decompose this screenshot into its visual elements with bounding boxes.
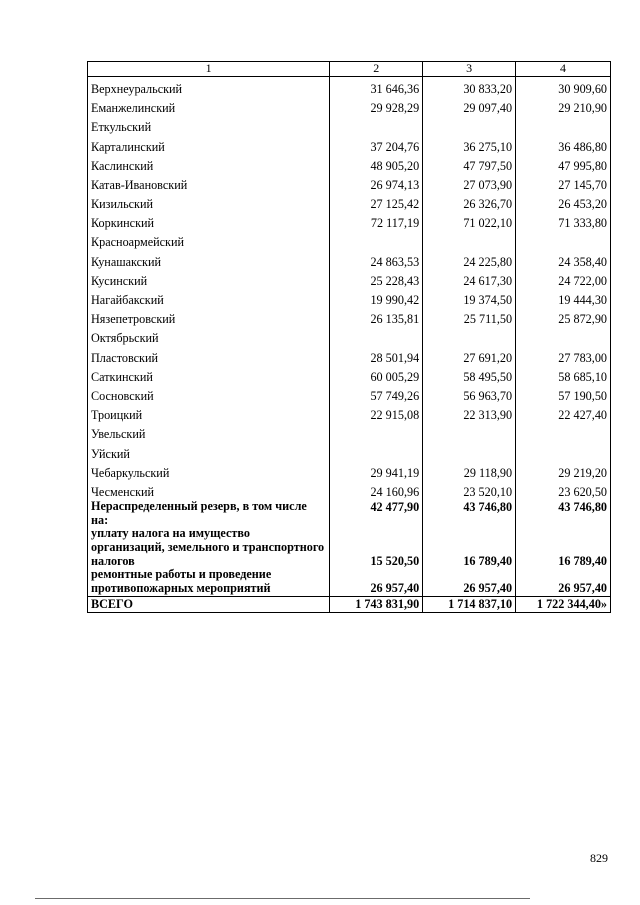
tax-value-3: 16 789,40	[423, 527, 516, 568]
district-name: Октябрьский	[88, 326, 330, 345]
table-body	[88, 76, 611, 612]
column-header-4: 4	[516, 62, 611, 77]
value-col-3: 23 520,10	[423, 480, 516, 499]
district-name: Карталинский	[88, 134, 330, 153]
district-name: Сосновский	[88, 384, 330, 403]
value-col-2: 29 941,19	[330, 461, 423, 480]
value-col-3: 25 711,50	[423, 307, 516, 326]
district-name: Нязепетровский	[88, 307, 330, 326]
district-name: Каслинский	[88, 154, 330, 173]
total-value-2: 1 743 831,90	[330, 596, 423, 612]
value-col-2: 37 204,76	[330, 134, 423, 153]
value-col-4: 23 620,50	[516, 480, 611, 499]
value-col-3: 26 326,70	[423, 192, 516, 211]
total-row	[88, 596, 611, 612]
value-col-2	[330, 441, 423, 460]
reserve-value-2: 42 477,90	[330, 499, 423, 527]
tax-value-4: 16 789,40	[516, 527, 611, 568]
value-col-2: 25 228,43	[330, 269, 423, 288]
value-col-4	[516, 115, 611, 134]
district-name: Красноармейский	[88, 230, 330, 249]
value-col-3	[423, 115, 516, 134]
district-name: Еманжелинский	[88, 96, 330, 115]
value-col-2: 29 928,29	[330, 96, 423, 115]
value-col-3: 58 495,50	[423, 365, 516, 384]
value-col-2: 27 125,42	[330, 192, 423, 211]
table-row	[88, 211, 611, 230]
value-col-4	[516, 326, 611, 345]
value-col-3	[423, 441, 516, 460]
value-col-4: 26 453,20	[516, 192, 611, 211]
column-header-2: 2	[330, 62, 423, 77]
value-col-3: 22 313,90	[423, 403, 516, 422]
value-col-3: 56 963,70	[423, 384, 516, 403]
district-name: Чесменский	[88, 480, 330, 499]
district-name: Еткульский	[88, 115, 330, 134]
value-col-3: 71 022,10	[423, 211, 516, 230]
district-name: Троицкий	[88, 403, 330, 422]
district-name: Саткинский	[88, 365, 330, 384]
value-col-2	[330, 115, 423, 134]
value-col-3: 36 275,10	[423, 134, 516, 153]
repair-row	[88, 568, 611, 596]
value-col-2: 28 501,94	[330, 345, 423, 364]
table-row	[88, 96, 611, 115]
district-name: Кусинский	[88, 269, 330, 288]
budget-table	[87, 61, 611, 613]
table-row	[88, 403, 611, 422]
reserve-value-3: 43 746,80	[423, 499, 516, 527]
value-col-3	[423, 230, 516, 249]
value-col-3: 27 073,90	[423, 173, 516, 192]
value-col-3: 29 118,90	[423, 461, 516, 480]
table-row	[88, 461, 611, 480]
table-row	[88, 192, 611, 211]
district-name: Пластовский	[88, 345, 330, 364]
table-row	[88, 230, 611, 249]
table-row	[88, 326, 611, 345]
repair-name: ремонтные работы и проведение противопожарных мероприятий	[88, 568, 330, 596]
district-name: Кизильский	[88, 192, 330, 211]
value-col-2: 72 117,19	[330, 211, 423, 230]
repair-value-2: 26 957,40	[330, 568, 423, 596]
district-name: Кунашакский	[88, 249, 330, 268]
bottom-rule	[35, 898, 530, 899]
district-name: Уйский	[88, 441, 330, 460]
tax-name: уплату налога на имущество организаций, земельного и транспортного налогов	[88, 527, 330, 568]
value-col-4: 58 685,10	[516, 365, 611, 384]
value-col-4: 22 427,40	[516, 403, 611, 422]
value-col-2: 57 749,26	[330, 384, 423, 403]
value-col-4: 25 872,90	[516, 307, 611, 326]
repair-value-4: 26 957,40	[516, 568, 611, 596]
value-col-3: 47 797,50	[423, 154, 516, 173]
value-col-2: 31 646,36	[330, 76, 423, 96]
value-col-4: 30 909,60	[516, 76, 611, 96]
table-row	[88, 384, 611, 403]
value-col-2: 24 160,96	[330, 480, 423, 499]
value-col-2: 19 990,42	[330, 288, 423, 307]
value-col-2: 60 005,29	[330, 365, 423, 384]
district-name: Катав-Ивановский	[88, 173, 330, 192]
district-name: Нагайбакский	[88, 288, 330, 307]
tax-row	[88, 527, 611, 568]
table-row	[88, 422, 611, 441]
value-col-2: 26 974,13	[330, 173, 423, 192]
value-col-3: 30 833,20	[423, 76, 516, 96]
value-col-4: 36 486,80	[516, 134, 611, 153]
value-col-4	[516, 422, 611, 441]
table-row	[88, 173, 611, 192]
value-col-4: 71 333,80	[516, 211, 611, 230]
reserve-row	[88, 499, 611, 527]
value-col-4: 47 995,80	[516, 154, 611, 173]
value-col-3: 19 374,50	[423, 288, 516, 307]
value-col-3	[423, 326, 516, 345]
value-col-4: 24 722,00	[516, 269, 611, 288]
table-row	[88, 76, 611, 96]
table-row	[88, 480, 611, 499]
table-row	[88, 307, 611, 326]
value-col-3: 24 225,80	[423, 249, 516, 268]
district-name: Чебаркульский	[88, 461, 330, 480]
value-col-2: 26 135,81	[330, 307, 423, 326]
total-value-3: 1 714 837,10	[423, 596, 516, 612]
reserve-name: Нераспределенный резерв, в том числе на:	[88, 499, 330, 527]
value-col-4: 27 783,00	[516, 345, 611, 364]
table-row	[88, 115, 611, 134]
column-header-3: 3	[423, 62, 516, 77]
value-col-2	[330, 326, 423, 345]
district-name: Верхнеуральский	[88, 76, 330, 96]
column-header-1: 1	[88, 62, 330, 77]
header-row	[88, 62, 611, 77]
value-col-4: 24 358,40	[516, 249, 611, 268]
table-row	[88, 441, 611, 460]
value-col-4: 29 210,90	[516, 96, 611, 115]
table-row	[88, 365, 611, 384]
value-col-4: 27 145,70	[516, 173, 611, 192]
district-name: Увельский	[88, 422, 330, 441]
value-col-4	[516, 230, 611, 249]
value-col-2	[330, 230, 423, 249]
table-row	[88, 288, 611, 307]
value-col-2: 22 915,08	[330, 403, 423, 422]
value-col-3: 24 617,30	[423, 269, 516, 288]
page-number: 829	[590, 851, 608, 865]
table-row	[88, 134, 611, 153]
value-col-2	[330, 422, 423, 441]
value-col-4: 57 190,50	[516, 384, 611, 403]
value-col-3	[423, 422, 516, 441]
total-label: ВСЕГО	[88, 596, 330, 612]
table-row	[88, 249, 611, 268]
value-col-2: 24 863,53	[330, 249, 423, 268]
value-col-3: 27 691,20	[423, 345, 516, 364]
table-row	[88, 154, 611, 173]
table-row	[88, 269, 611, 288]
value-col-3: 29 097,40	[423, 96, 516, 115]
table-row	[88, 345, 611, 364]
value-col-4: 29 219,20	[516, 461, 611, 480]
repair-value-3: 26 957,40	[423, 568, 516, 596]
total-value-4: 1 722 344,40»	[516, 596, 611, 612]
tax-value-2: 15 520,50	[330, 527, 423, 568]
value-col-4	[516, 441, 611, 460]
district-name: Коркинский	[88, 211, 330, 230]
value-col-2: 48 905,20	[330, 154, 423, 173]
value-col-4: 19 444,30	[516, 288, 611, 307]
reserve-value-4: 43 746,80	[516, 499, 611, 527]
